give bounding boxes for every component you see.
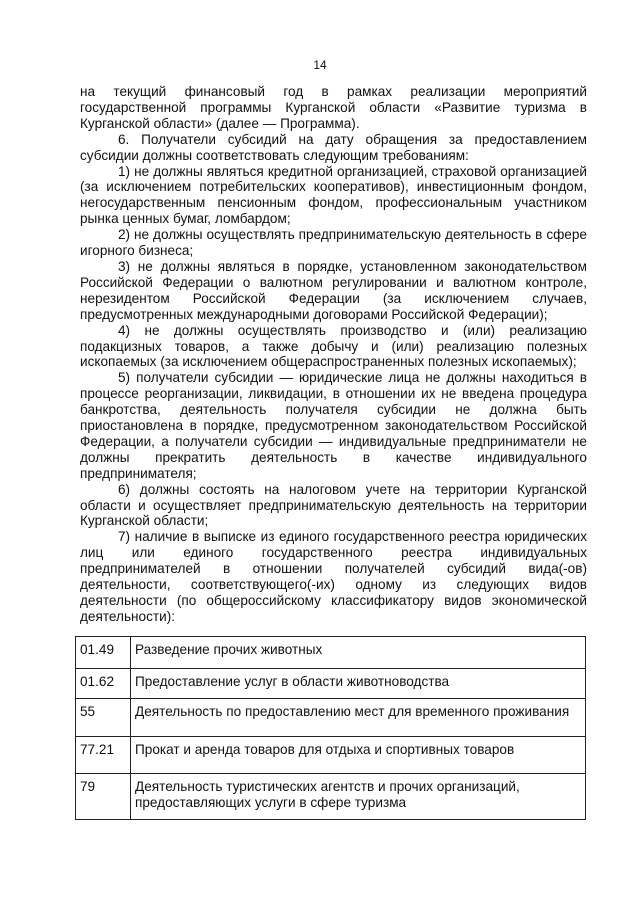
requirement-6: 6) должны состоять на налоговом учете на территории Курганской области и осуществляет предпринимательскую деятельность на территории Курганской области; [80, 481, 587, 529]
requirement-1: 1) не должны являться кредитной организацией, страховой организацией (за исключением потребительских кооперативов), инвестиционным фондом, негосударственным пенсионным фондом, профессиональным участником рынка ценных бумаг, ломбардом; [80, 163, 587, 227]
table-row [76, 699, 586, 737]
activity-code: 55 [76, 699, 131, 737]
requirement-2: 2) не должны осуществлять предпринимательскую деятельность в сфере игорного бизнеса; [80, 227, 587, 259]
table-row [76, 669, 586, 699]
activity-description: Прокат и аренда товаров для отдыха и спортивных товаров [131, 737, 586, 774]
table-row [76, 737, 586, 774]
activity-code: 77.21 [76, 737, 131, 774]
activity-code: 01.62 [76, 669, 131, 699]
page-number: 14 [313, 58, 327, 72]
activity-code: 79 [76, 774, 131, 820]
requirement-7: 7) наличие в выписке из единого государственного реестра юридических лиц или единого государственного реестра индивидуальных предпринимателей в отношении получателей субсидий вида(-ов) деятельности, соответствующего(-их) одному из следующих видов деятельности (по общероссийскому классификатору видов экономической деятельности): [80, 529, 587, 624]
table-row [76, 637, 586, 669]
activity-codes-table [75, 636, 586, 820]
activity-code: 01.49 [76, 637, 131, 669]
activity-description: Деятельность туристических агентств и прочих организаций, предоставляющих услуги в сфере туризма [131, 774, 586, 820]
paragraph-item-6: 6. Получатели субсидий на дату обращения за предоставлением субсидии должны соответствовать следующим требованиям: [80, 131, 587, 163]
activity-description: Деятельность по предоставлению мест для временного проживания [131, 699, 586, 737]
table-row [76, 774, 586, 820]
requirement-5: 5) получатели субсидии — юридические лица не должны находиться в процессе реорганизации, ликвидации, в отношении их не введена процедура банкротства, деятельность получателя субсидии не должна быть приостановлена в порядке, предусмотренном законодательством Российской Федерации, а получатели субсидии — индивидуальные предприниматели не должны прекратить деятельность в качестве индивидуального предпринимателя; [80, 370, 587, 481]
document-body [80, 84, 587, 625]
requirement-4: 4) не должны осуществлять производство и (или) реализацию подакцизных товаров, а также добычу и (или) реализацию полезных ископаемых (за исключением общераспространенных полезных ископаемых); [80, 322, 587, 370]
activity-description: Разведение прочих животных [131, 637, 586, 669]
activity-description: Предоставление услуг в области животноводства [131, 669, 586, 699]
paragraph-intro: на текущий финансовый год в рамках реализации мероприятий государственной программы Курганской области «Развитие туризма в Курганской области» (далее — Программа). [80, 84, 587, 131]
requirement-3: 3) не должны являться в порядке, установленном законодательством Российской Федерации о валютном регулировании и валютном контроле, нерезидентом Российской Федерации (за исключением случаев, предусмотренных международными договорами Российской Федерации); [80, 258, 587, 322]
